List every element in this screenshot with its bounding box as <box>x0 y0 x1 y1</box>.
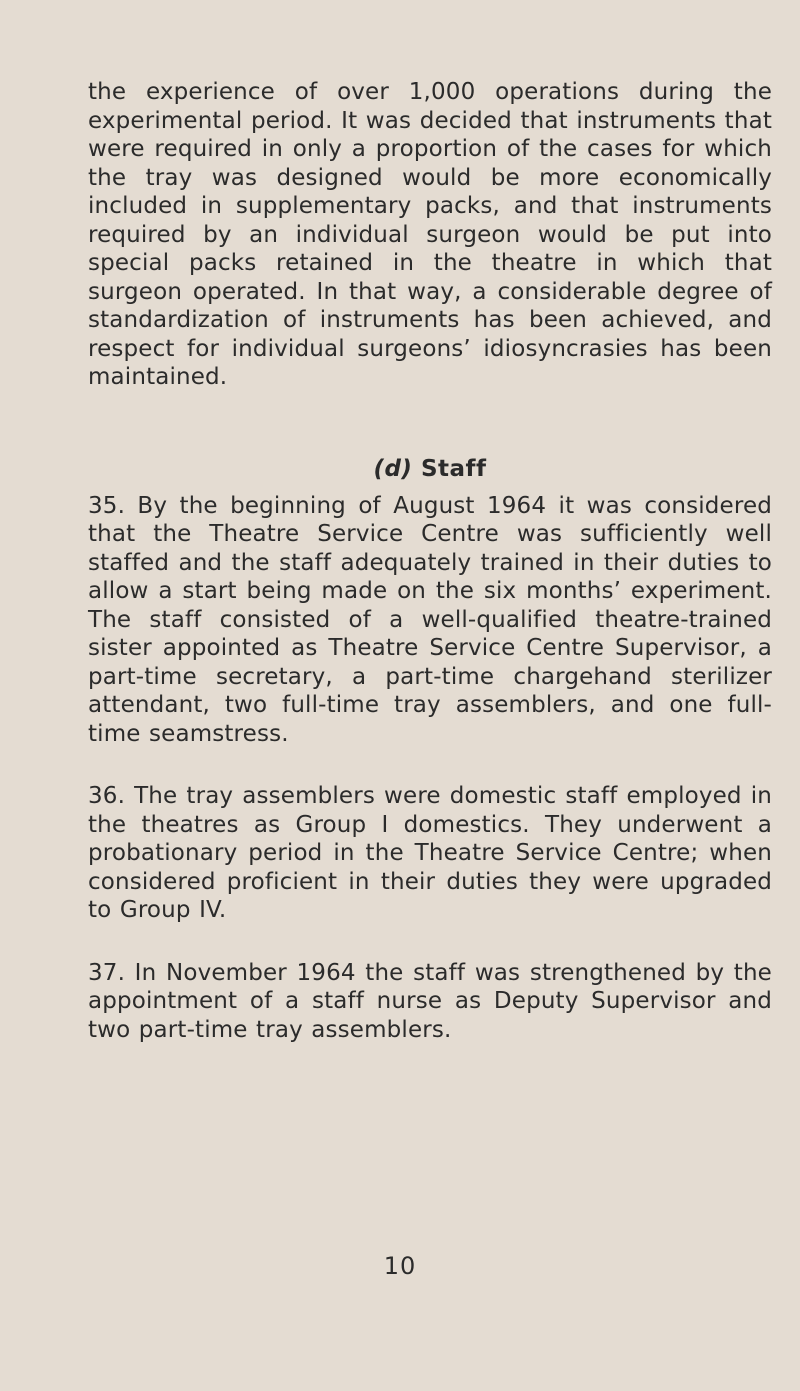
page-number: 10 <box>383 1252 417 1280</box>
paragraph-37: 37. In November 1964 the staff was strengthened by the appointment of a staff nurse as Deputy Supervisor and two part-time tray assemblers. <box>88 959 772 1043</box>
section-title: Staff <box>420 455 487 482</box>
paragraph-36: 36. The tray assemblers were domestic staff employed in the theatres as Group I domestics. They underwent a probationary period in the Theatre Service Centre; when considered proficient in their duties they were upgraded to Group IV. <box>88 783 772 923</box>
section-heading <box>88 454 772 484</box>
section-letter: (d) <box>373 455 413 482</box>
paragraph-continued: the experience of over 1,000 operations during the experimental period. It was decided that instruments that were required in only a proportion of the cases for which the tray was designed would be more economically included in supplementary packs, and that instruments required by an individual surgeon would be put into special packs retained in the theatre in which that surgeon operated. In that way, a considerable degree of standardization of instruments has been achieved, and respect for individual surgeons’ idiosyncrasies has been maintained. <box>88 79 772 390</box>
paragraph-35: 35. By the beginning of August 1964 it was considered that the Theatre Service Centre was sufficiently well staffed and the staff adequately trained in their duties to allow a start being made on the six months’ experiment. The staff consisted of a well-qualified theatre-trained sister appointed as Theatre Service Centre Supervisor, a part-time secretary, a part-time chargehand sterilizer attendant, two full-time tray assemblers, and one full-time seamstress. <box>88 492 772 747</box>
